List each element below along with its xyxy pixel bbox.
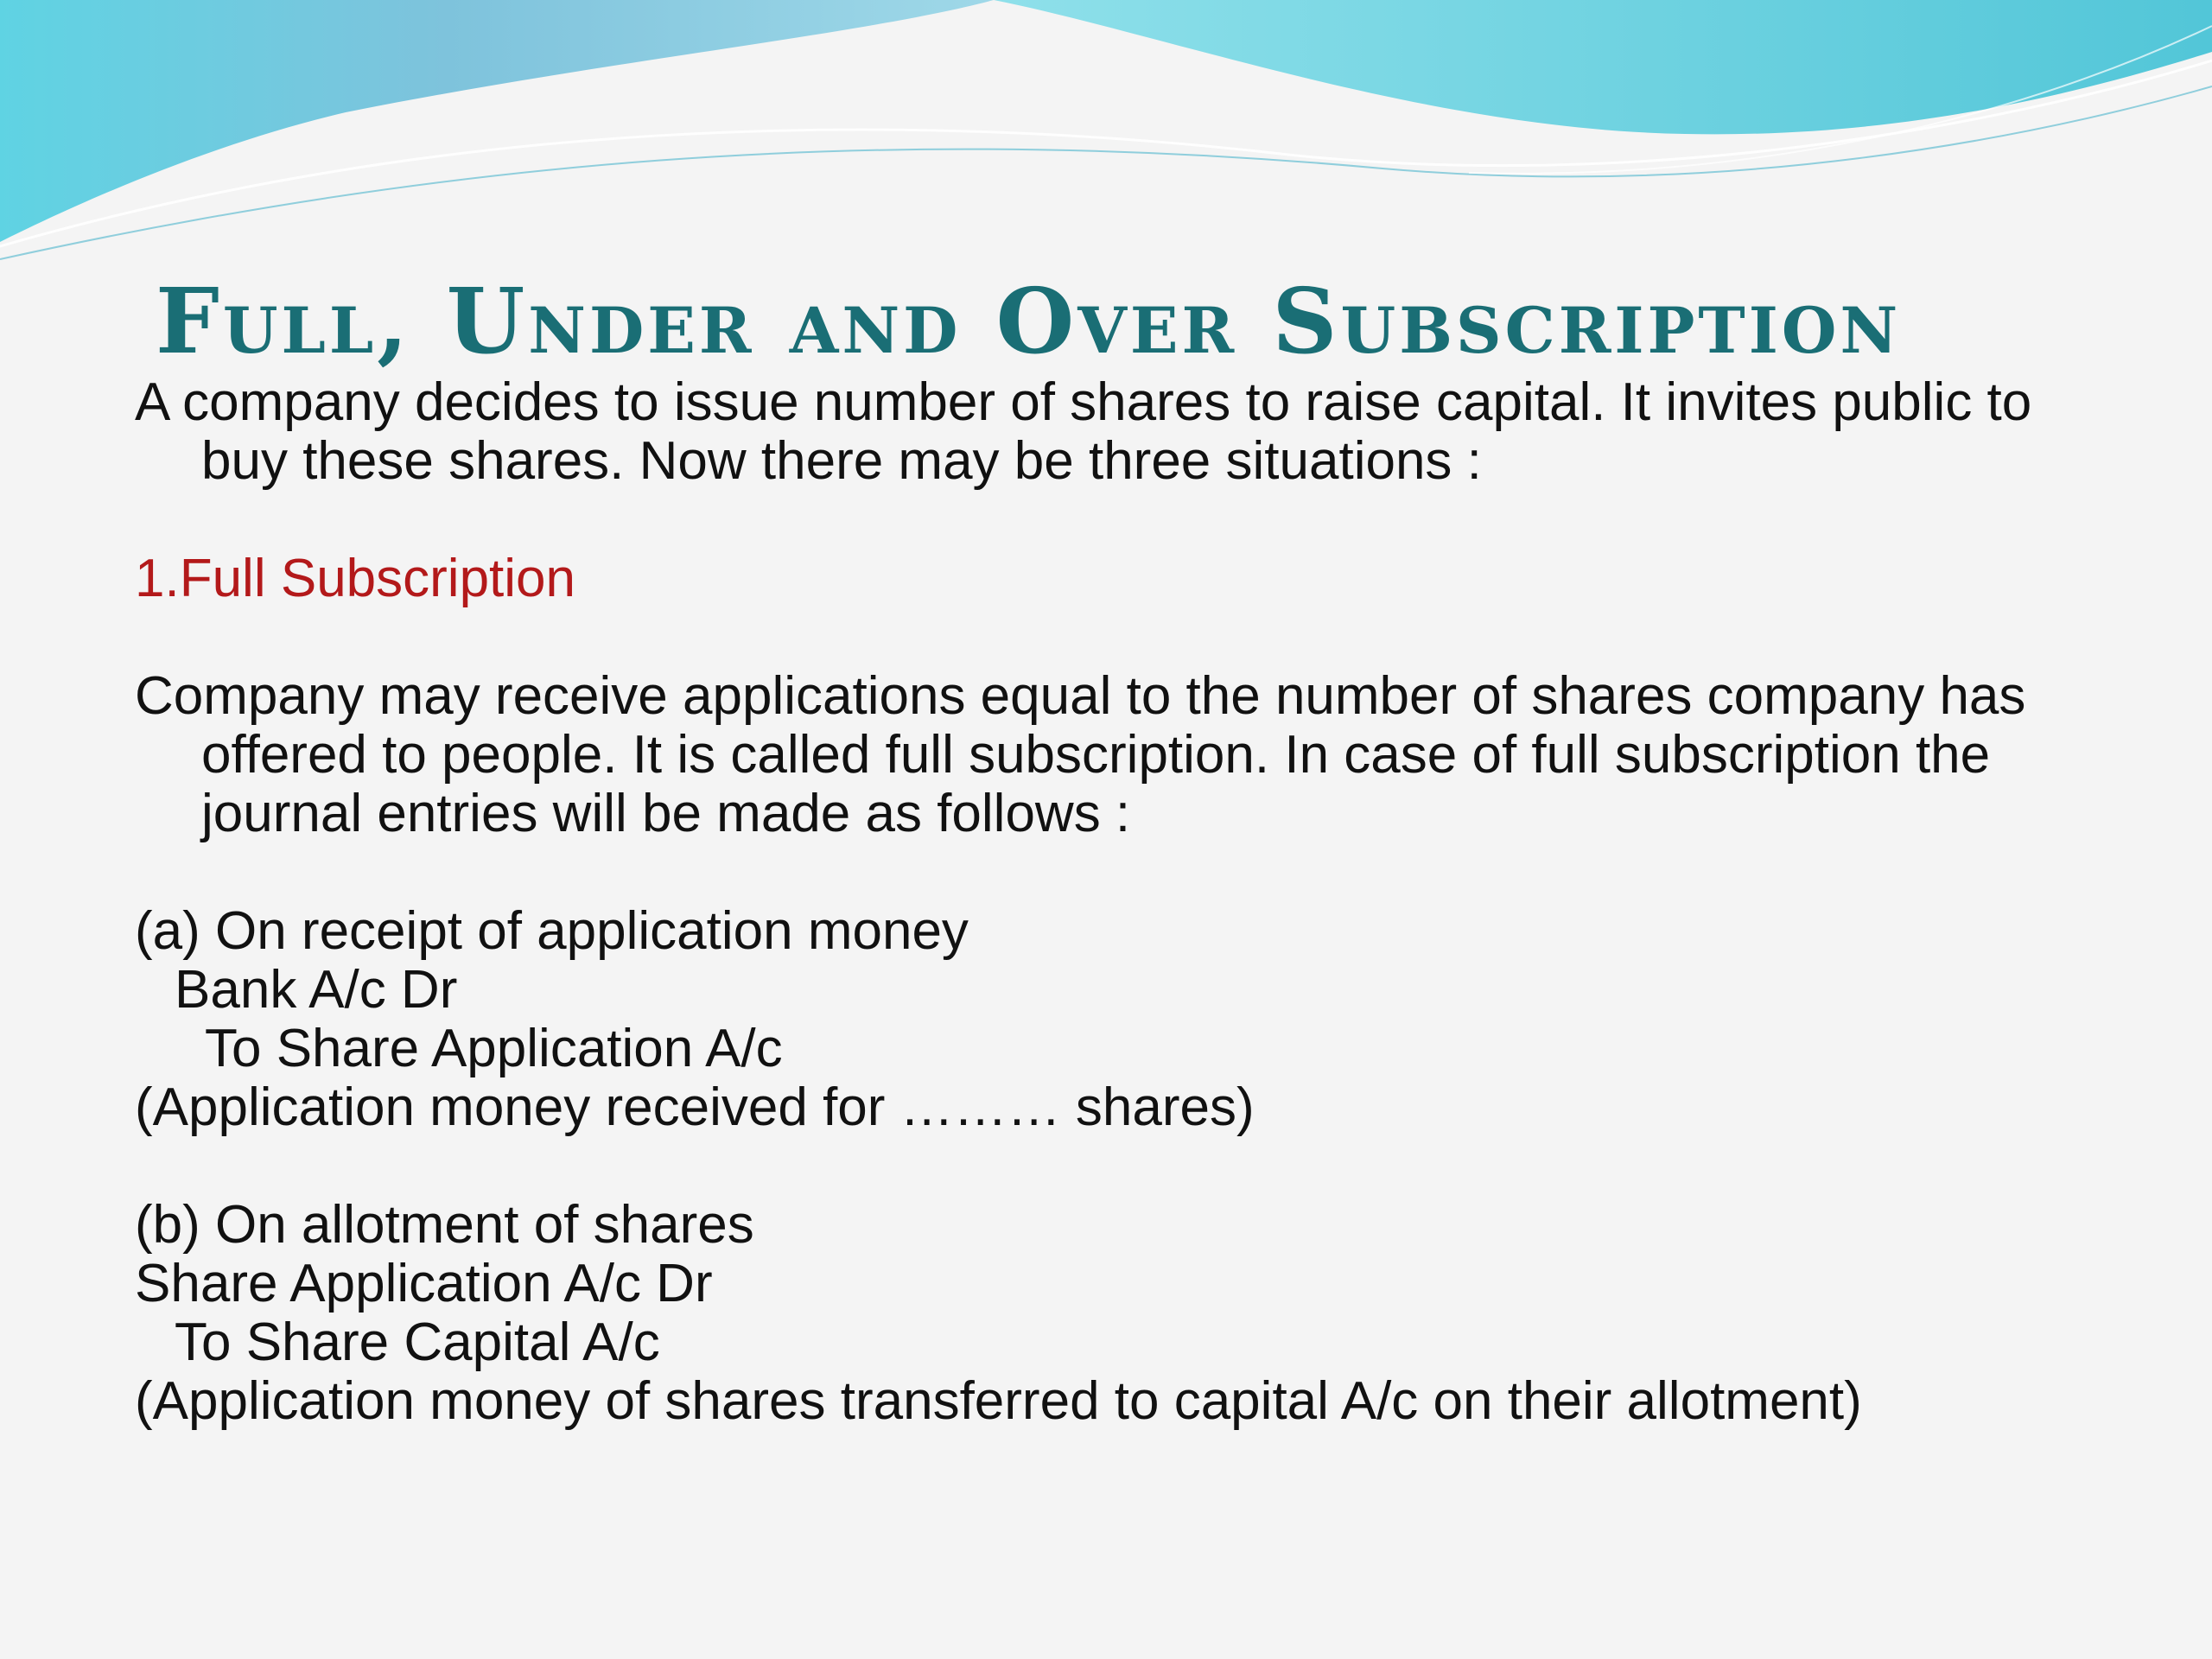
full-subscription-description: Company may receive applications equal to the number of shares company has offered to people. It is called full subscription. In case of full subscription the journal entries will be made as follows : bbox=[135, 666, 2026, 843]
entry-b-narration: (Application money of shares transferred to capital A/c on their allotment) bbox=[135, 1371, 1862, 1431]
entry-b-debit: Share Application A/c Dr bbox=[135, 1254, 713, 1313]
entry-a-debit: Bank A/c Dr bbox=[175, 960, 458, 1020]
entry-b-title: (b) On allotment of shares bbox=[135, 1195, 754, 1255]
slide-body bbox=[135, 373, 2113, 1431]
slide-title: Full, Under and Over Subscription bbox=[156, 268, 1902, 374]
section-heading-full-subscription: 1.Full Subscription bbox=[135, 549, 576, 608]
intro-paragraph: A company decides to issue number of shares to raise capital. It invites public to buy these shares. Now there may be three situations : bbox=[135, 372, 2032, 491]
entry-a-credit: To Share Application A/c bbox=[205, 1019, 783, 1078]
entry-a-title: (a) On receipt of application money bbox=[135, 901, 969, 961]
header-wave-decoration bbox=[0, 0, 2212, 276]
entry-b-credit: To Share Capital A/c bbox=[175, 1313, 660, 1372]
entry-a-narration: (Application money received for ……… shares) bbox=[135, 1077, 1255, 1137]
